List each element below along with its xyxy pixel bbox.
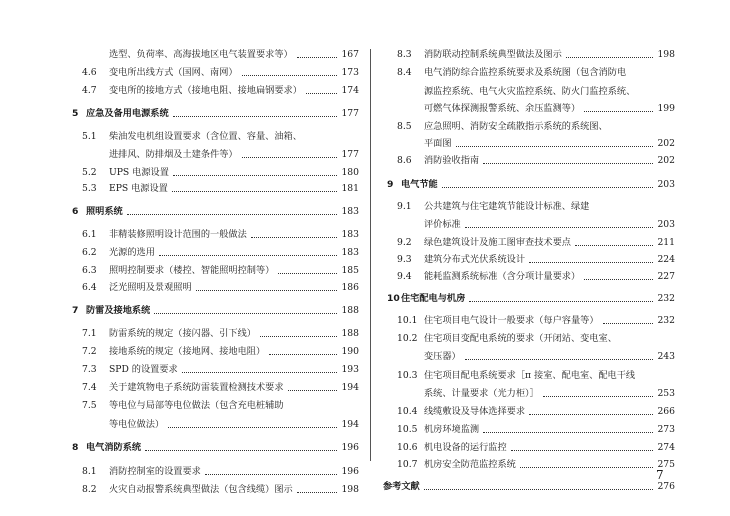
entry-page-number: 185 [341,265,359,276]
entry-page-number: 173 [341,67,359,78]
entry-title: 接地系统的规定（接地网、接地电阻） [109,346,266,357]
dot-leader [260,335,337,337]
entry-title: 变电所的接地方式（接地电阻、接地扁钢要求） [109,85,302,96]
entry-page-number: 188 [341,328,359,339]
entry-title: 电气节能 [401,179,438,190]
entry-number: 5.1 [82,131,97,142]
entry-title: 等电位与局部等电位做法（包含充电桩辅助 [109,400,284,411]
entry-page-number: 193 [341,364,359,375]
entry-number: 8.2 [82,484,97,495]
dot-leader [288,389,337,391]
entry-number: 7.4 [82,382,97,393]
dot-leader [297,56,337,58]
entry-title: 等电位做法） [109,419,165,430]
entry-page-number: 183 [341,229,359,240]
dot-leader [456,145,653,147]
entry-page-number: 275 [657,459,675,470]
entry-number: 6 [72,206,79,217]
entry-title: 住宅项目配电系统要求［π 接室、配电室、配电干线 [424,370,636,381]
entry-page-number: 194 [341,419,359,430]
entry-title: 公共建筑与住宅建筑节能设计标准、绿建 [424,201,590,212]
entry-title: 建筑分布式光伏系统设计 [424,254,526,265]
entry-title: 防雷及接地系统 [86,305,151,316]
entry-page-number: 196 [341,466,359,477]
dot-leader [182,371,337,373]
entry-title: EPS 电源设置 [109,183,168,194]
entry-title: 机电设备的运行监控 [424,442,507,453]
entry-number: 8.3 [397,49,412,60]
entry-page-number: 276 [657,481,675,492]
entry-number: 5 [72,108,79,119]
entry-page-number: 198 [341,484,359,495]
dot-leader [205,473,337,475]
dot-leader [529,261,653,263]
entry-page-number: 202 [657,138,675,149]
dot-leader [603,322,653,324]
dot-leader [520,466,653,468]
entry-number: 4.7 [82,85,97,96]
entry-number: 10.5 [397,424,418,435]
dot-leader [172,190,337,192]
entry-title: 住宅配电与机房 [401,293,466,304]
entry-page-number: 196 [341,442,359,453]
entry-title: 进排风、防排烟及土建条件等） [109,149,238,160]
entry-title: 火灾自动报警系统典型做法（包含线缆）图示 [109,484,293,495]
entry-title: 消防验收指南 [424,155,480,166]
entry-title: 应急及备用电源系统 [86,108,169,119]
entry-number: 8 [72,442,79,453]
dot-leader [145,449,337,451]
entry-page-number: 177 [341,108,359,119]
entry-title: 关于建筑物电子系统防雷装置检测技术要求 [109,382,284,393]
entry-number: 8.4 [397,67,412,78]
entry-page-number: 274 [657,442,675,453]
dot-leader [306,92,337,94]
entry-page-number: 194 [341,382,359,393]
entry-page-number: 177 [341,149,359,160]
entry-page-number: 180 [341,167,359,178]
entry-number: 9.1 [397,201,412,212]
dot-leader [278,272,337,274]
dot-leader [269,353,337,355]
entry-title: 绿色建筑设计及施工图审查技术要点 [424,237,571,248]
entry-title: 防雷系统的规定（接闪器、引下线） [109,328,256,339]
entry-number: 10.3 [397,370,418,381]
entry-page-number: 174 [341,85,359,96]
entry-number: 6.1 [82,229,97,240]
entry-title: 柴油发电机组设置要求（含位置、容量、油箱、 [109,131,302,142]
dot-leader [173,174,337,176]
dot-leader [442,186,653,188]
entry-number: 9.3 [397,254,412,265]
entry-number: 5.2 [82,167,97,178]
dot-leader [529,413,653,415]
dot-leader [251,236,337,238]
dot-leader [424,488,653,490]
dot-leader [465,226,653,228]
dot-leader [168,426,337,428]
entry-page-number: 190 [341,346,359,357]
entry-number: 10 [387,293,400,304]
dot-leader [469,300,653,302]
entry-page-number: 224 [657,254,675,265]
entry-page-number: 186 [341,282,359,293]
entry-title: 源监控系统、电气火灾监控系统、防火门监控系统、 [424,86,636,97]
entry-title: 能耗监测系统标准（含分项计量要求） [424,271,581,282]
entry-page-number: 183 [341,247,359,258]
entry-number: 9 [387,179,394,190]
entry-number: 8.6 [397,155,412,166]
dot-leader [196,289,337,291]
entry-number: 8.1 [82,466,97,477]
entry-title: 选型、负荷率、高海拔地区电气装置要求等） [109,49,293,60]
entry-page-number: 199 [657,103,675,114]
entry-page-number: 203 [657,179,675,190]
entry-page-number: 188 [341,305,359,316]
entry-number: 7.1 [82,328,97,339]
entry-number: 10.2 [397,333,418,344]
entry-title: 线缆敷设及导体选择要求 [424,406,526,417]
entry-title: 参考文献 [383,481,420,492]
entry-page-number: 183 [341,206,359,217]
dot-leader [584,278,653,280]
entry-number: 6.3 [82,265,97,276]
entry-title: 系统、计量要求（光力柜）］ [424,388,539,399]
entry-number: 6.4 [82,282,97,293]
dot-leader [511,449,653,451]
entry-title: 照明控制要求（楼控、智能照明控制等） [109,265,275,276]
entry-title: 应急照明、消防安全疏散指示系统的系统图、 [424,121,608,132]
entry-number: 10.7 [397,459,418,470]
entry-number: 9.2 [397,237,412,248]
entry-page-number: 227 [657,271,675,282]
dot-leader [173,115,337,117]
entry-title: 非精装修照明设计范围的一般做法 [109,229,247,240]
dot-leader [297,491,337,493]
entry-title: 机房环境监测 [424,424,480,435]
dot-leader [483,431,653,433]
dot-leader [575,244,653,246]
entry-title: 变压器） [424,351,461,362]
entry-number: 10.1 [397,315,418,326]
dot-leader [154,312,337,314]
entry-title: 电气消防综合监控系统要求及系统图（包含消防电 [424,67,627,78]
entry-title: 消防联动控制系统典型做法及图示 [424,49,562,60]
entry-page-number: 243 [657,351,675,362]
entry-title: 住宅项目变配电系统的要求（开闭站、变电室、 [424,333,617,344]
entry-title: UPS 电源设置 [109,167,169,178]
entry-page-number: 273 [657,424,675,435]
entry-page-number: 167 [341,49,359,60]
entry-number: 10.6 [397,442,418,453]
entry-number: 6.2 [82,247,97,258]
entry-page-number: 266 [657,406,675,417]
entry-title: 平面图 [424,138,452,149]
dot-leader [159,254,337,256]
dot-leader [566,56,653,58]
entry-number: 5.3 [82,183,97,194]
entry-number: 10.4 [397,406,418,417]
column-divider [370,49,371,461]
dot-leader [465,358,653,360]
dot-leader [127,213,337,215]
entry-number: 7 [72,305,79,316]
dot-leader [483,162,653,164]
entry-title: 机房安全防范监控系统 [424,459,516,470]
entry-number: 7.3 [82,364,97,375]
entry-page-number: 203 [657,219,675,230]
dot-leader [242,156,337,158]
entry-page-number: 253 [657,388,675,399]
entry-title: 泛光照明及景观照明 [109,282,192,293]
entry-page-number: 211 [657,237,675,248]
entry-page-number: 198 [657,49,675,60]
entry-number: 7.5 [82,400,97,411]
page-number: 7 [656,468,664,482]
entry-number: 9.4 [397,271,412,282]
entry-title: 可燃气体探测报警系统、余压监测等） [424,103,581,114]
entry-title: 住宅项目电气设计一般要求（每户容量等） [424,315,599,326]
entry-number: 7.2 [82,346,97,357]
entry-number: 4.6 [82,67,97,78]
entry-title: 电气消防系统 [86,442,142,453]
entry-page-number: 232 [657,293,675,304]
entry-number: 8.5 [397,121,412,132]
entry-page-number: 181 [341,183,359,194]
entry-page-number: 202 [657,155,675,166]
entry-title: 照明系统 [86,206,123,217]
dot-leader [584,110,653,112]
entry-title: SPD 的设置要求 [109,364,178,375]
entry-title: 消防控制室的设置要求 [109,466,201,477]
entry-title: 光源的选用 [109,247,155,258]
entry-page-number: 232 [657,315,675,326]
entry-title: 评价标准 [424,219,461,230]
entry-title: 变电所出线方式（国网、南网） [109,67,238,78]
dot-leader [242,74,337,76]
dot-leader [543,395,653,397]
